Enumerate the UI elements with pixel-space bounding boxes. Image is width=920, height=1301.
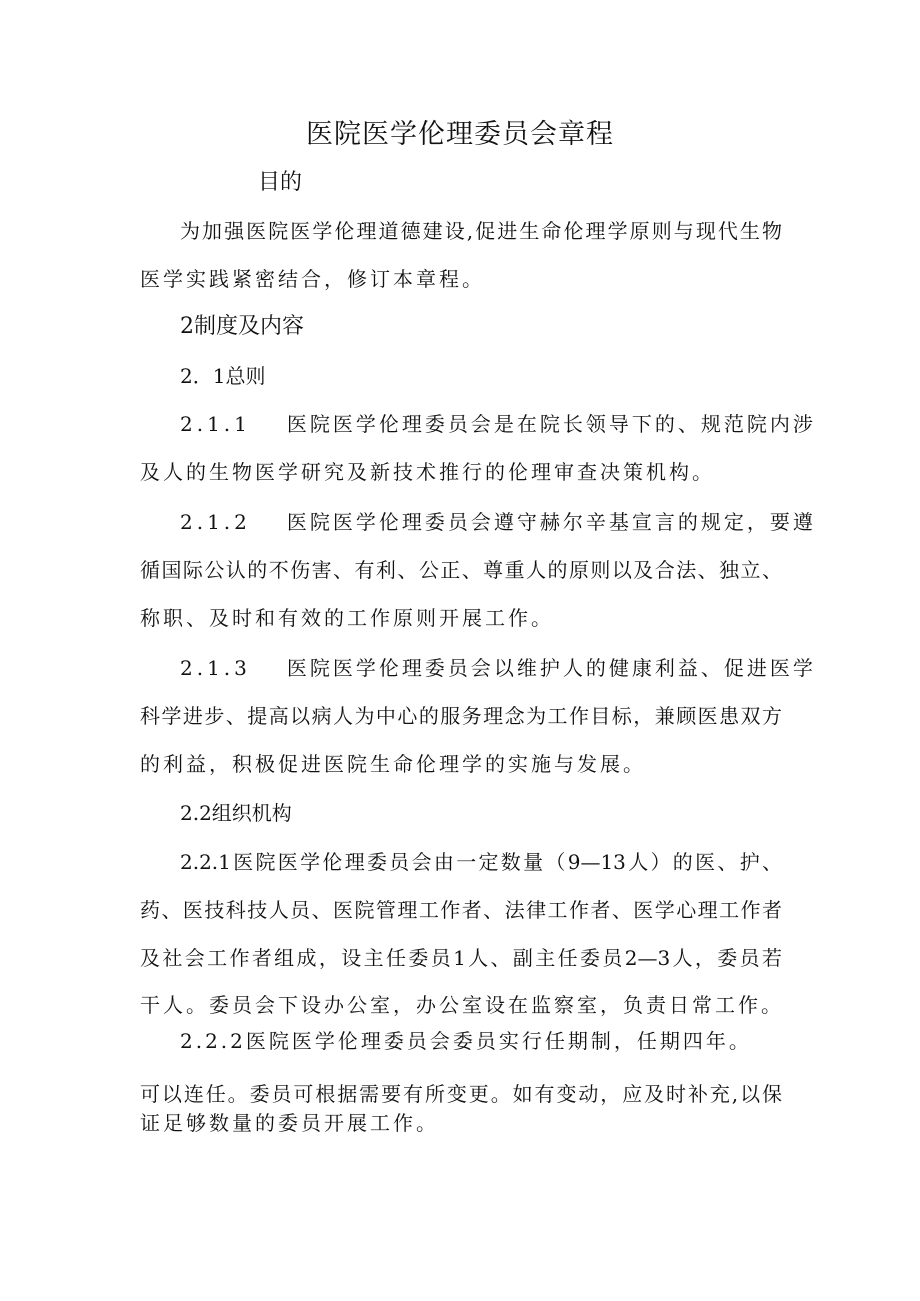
clause-text: 医院医学伦理委员会遵守赫尔辛基宣言的规定，要遵 <box>286 510 816 534</box>
clause-2-1-3-first-line <box>180 654 816 682</box>
clause-2-1-1-first-line <box>180 410 816 438</box>
purpose-line-2: 医学实践紧密结合，修订本章程。 <box>140 267 485 291</box>
clause-number: 2.1.1 <box>180 412 251 436</box>
purpose-line-1: 为加强医院医学伦理道德建设,促进生命伦理学原则与现代生物 <box>180 219 782 243</box>
clause-number: 2.1.3 <box>180 656 251 680</box>
clause-2-1-3-line-3: 的利益，积极促进医院生命伦理学的实施与发展。 <box>140 752 646 776</box>
clause-2-2-1-line-2: 药、医技科技人员、医院管理工作者、法律工作者、医学心理工作者 <box>140 898 782 922</box>
clause-2-2-1-line-4: 干人。委员会下设办公室，办公室设在监察室，负责日常工作。 <box>140 993 784 1017</box>
clause-2-2-1-line-3: 及社会工作者组成，设主任委员1人、副主任委员2—3人，委员若 <box>140 946 782 970</box>
clause-2-1-2-first-line <box>180 508 816 536</box>
clause-2-1-3-line-2: 科学进步、提高以病人为中心的服务理念为工作目标，兼顾医患双方 <box>140 704 782 728</box>
clause-2-2-2-line-1: 2.2.2医院医学伦理委员会委员实行任期制，任期四年。 <box>180 1029 752 1053</box>
clause-2-2-1-line-1: 2.2.1医院医学伦理委员会由一定数量（9—13人）的医、护、 <box>180 850 782 874</box>
clause-text: 医院医学伦理委员会以维护人的健康利益、促进医学 <box>286 656 816 680</box>
subsection-2-2-heading: 2.2组织机构 <box>180 801 292 825</box>
clause-2-1-2-line-2: 循国际公认的不伤害、有利、公正、尊重人的原则以及合法、独立、 <box>140 558 782 582</box>
section-2-heading: 2制度及内容 <box>180 314 304 339</box>
clause-2-1-1-line-2: 及人的生物医学研究及新技术推行的伦理审查决策机构。 <box>140 460 715 484</box>
clause-2-2-2-line-3: 证足够数量的委员开展工作。 <box>140 1111 439 1135</box>
clause-2-2-2-line-2: 可以连任。委员可根据需要有所变更。如有变动，应及时补充,以保 <box>140 1082 782 1106</box>
clause-2-1-2-line-3: 称职、及时和有效的工作原则开展工作。 <box>140 606 554 630</box>
clause-number: 2.1.2 <box>180 510 251 534</box>
document-title: 医院医学伦理委员会章程 <box>306 119 614 150</box>
clause-text: 医院医学伦理委员会是在院长领导下的、规范院内涉 <box>286 412 816 436</box>
purpose-heading: 目的 <box>258 170 303 195</box>
subsection-2-1-heading: 2．1总则 <box>180 364 266 388</box>
